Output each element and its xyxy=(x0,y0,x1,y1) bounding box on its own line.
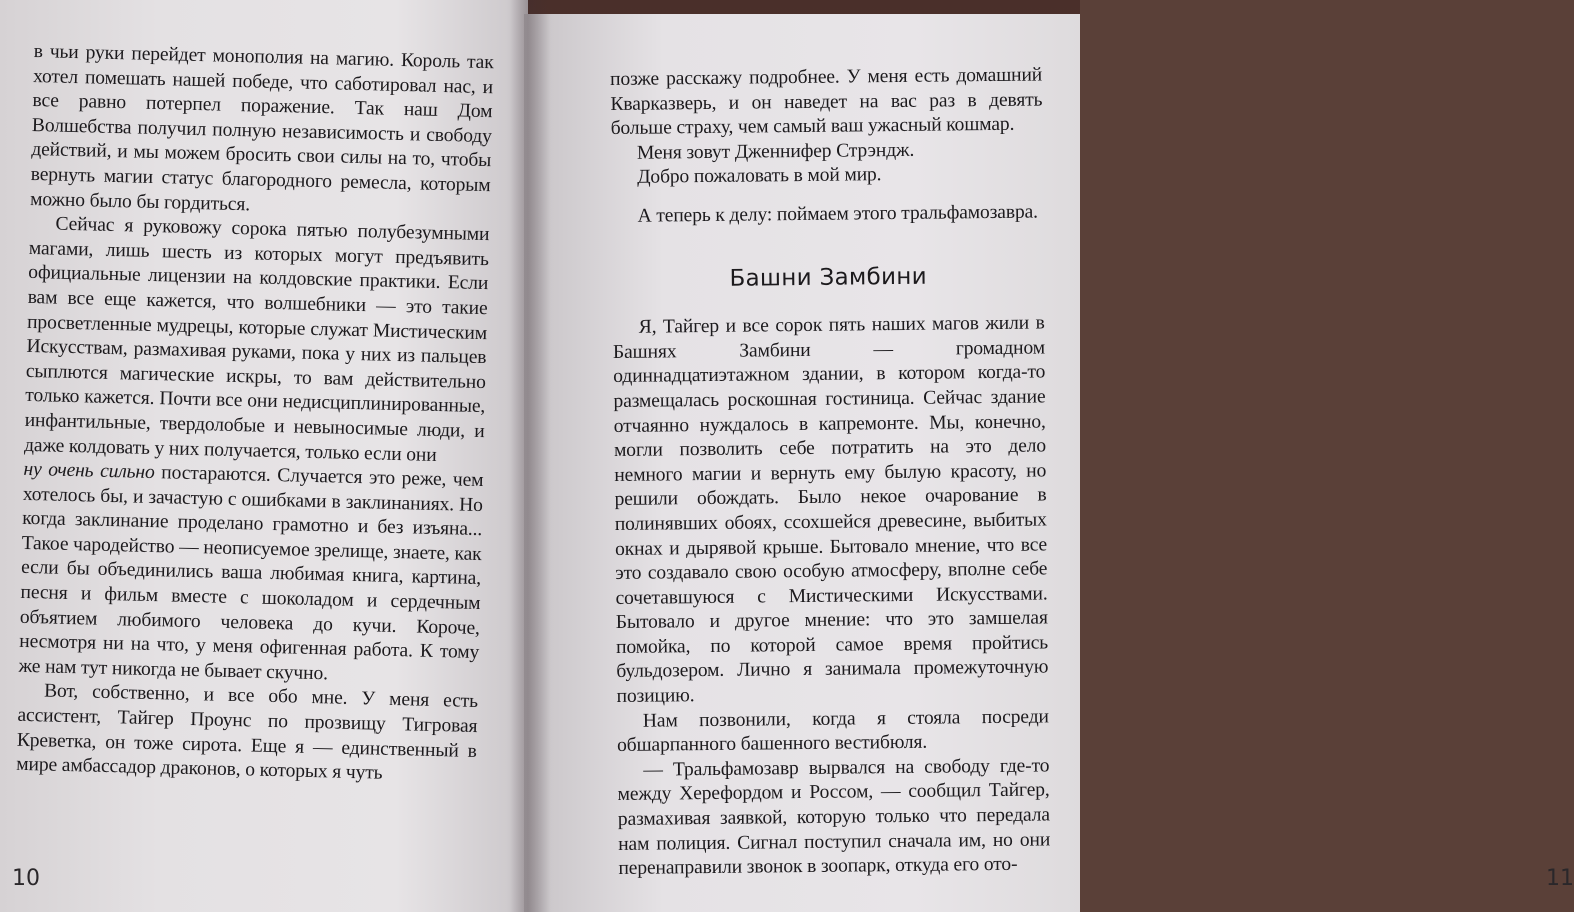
right-page-text xyxy=(610,63,1050,881)
page-number-left: 10 xyxy=(12,866,40,891)
right-page xyxy=(524,14,1574,912)
paragraph: Я, Тайгер и все сорок пять наших магов жили в Башнях Замбини — громадном одиннадцатиэтажном здании, в котором когда-то размещалась роскошная гостиница. Сейчас здание отчаянно нуждалось в капремонте. Мы, конечно, могли позволить себе потратить на это дело немного магии и вернуть ему былую красоту, но решили обождать. Было некое очарование в полинявших обоях, ссохшейся древесине, выбитых окнах и дырявой крыше. Бытовало мнение, что все это создавало свою особую атмосферу, вполне себе сочетавшуюся с Мистическими Искусствами. Бытовало и другое мнение: что это замшелая помойка, по которой самое время пройтись бульдозером. Лично я занимала промежуточную позицию. xyxy=(612,312,1049,708)
paragraph: Нам позвонили, когда я стояла посреди обшарпанного башенного вестибюля. xyxy=(616,706,1049,757)
paragraph: Сейчас я руковожу сорока пятью полубезумными магами, лишь шесть из которых могут предъявить официальные лицензии на колдовские практики. Если вам все еще кажется, что волшебники — это такие просветленные мудрецы, которые служат Мистическим Искусствам, размахивая руками, пока у них из пальцев сыплются магические искры, то вам действительно только кажется. Почти все они недисциплинированные, инфантильные, твердолобые и невыносимые люди, и даже колдовать у них получается, только если они xyxy=(23,213,490,466)
paragraph: позже расскажу подробнее. У меня есть домашний Кварказверь, и он наведет на вас раз в девять больше страху, чем самый ваш ужасный кошмар. xyxy=(610,64,1043,140)
left-page xyxy=(0,0,528,912)
italic-phrase: ну очень сильно xyxy=(23,458,155,484)
paragraph: Вот, собственно, и все обо мне. У меня есть ассистент, Тайгер Проунс по прозвищу Тигровая Креветка, он тоже сирота. Еще я — единственный в мире амбассадор драконов, о которых я чуть xyxy=(16,680,479,784)
paragraph: Меня зовут Дженнифер Стрэндж. xyxy=(636,139,915,164)
left-page-text xyxy=(16,40,494,789)
paragraph: — Тральфамозавр вырвался на свободу где-то между Херефордом и Россом, — сообщил Тайгер, размахивая заявкой, которую только что передала нам полиция. Сигнал поступил сначала им, но они перенаправили звонок в зоопарк, откуда его ото- xyxy=(617,755,1051,880)
page-number-right: 11 xyxy=(1546,866,1574,891)
paragraph: Добро пожаловать в мой мир. xyxy=(637,164,882,189)
paragraph-continued xyxy=(18,458,483,691)
paragraph: А теперь к делу: поймаем этого тральфамозавра. xyxy=(637,201,1038,227)
paragraph-continued-text: постараются. Случается это реже, чем хотелось бы, и зачастую с ошибками в заклинаниях. Но когда заклинание проделано грамотно и без изъяна... Такое чародейство — неописуемое зрелище, знаете, как если бы объединились ваша любимая книга, картина, песня и фильм вместе с шоколадом и сердечным объятием любимого человека до кучи. Короче, несмотря ни на что, у меня офигенная работа. К тому же нам тут никогда не бывает скучно. xyxy=(18,462,484,685)
paragraph: в чьи руки перейдет монополия на магию. Король так хотел помешать нашей победе, что саботировал нас, и все равно потерпел поражение. Так наш Дом Волшебства получил полную независимость и свободу действий, и мы можем бросить свои силы на то, чтобы вернуть магии статус благородного ремесла, которым можно было бы гордиться. xyxy=(29,40,494,215)
chapter-title: Башни Замбини xyxy=(729,263,928,292)
